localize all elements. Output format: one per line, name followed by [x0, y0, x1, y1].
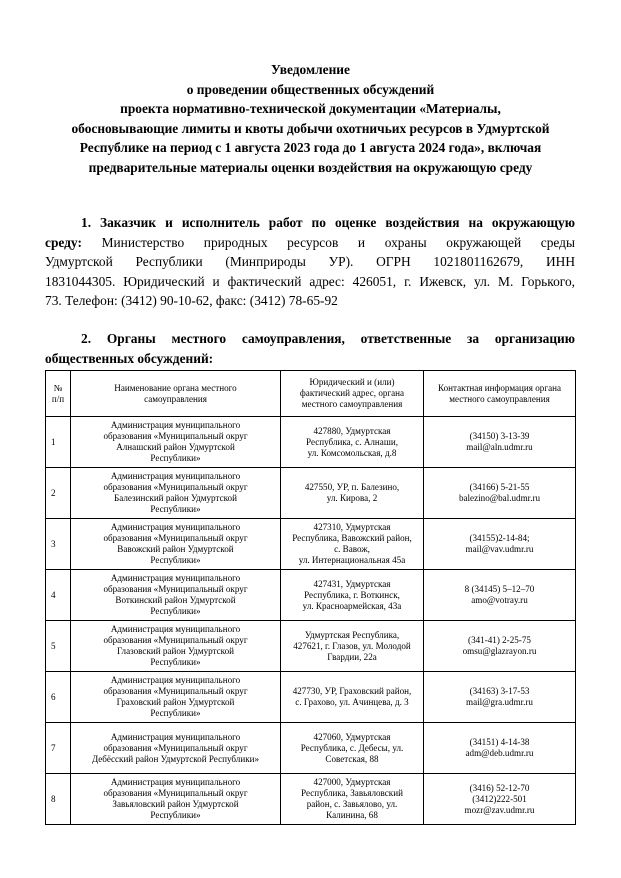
name-line: образования «Муниципальный округ [103, 584, 248, 594]
organs-table [45, 370, 576, 825]
row-number: 6 [46, 672, 71, 723]
name-line: Вавожский район Удмуртской [117, 544, 234, 554]
row-number: 8 [46, 774, 71, 825]
cell-contact [424, 417, 576, 468]
address-line: ул. Комсомольская, д.8 [307, 447, 397, 458]
address-line: ул. Интернациональная 45а [298, 555, 406, 565]
cell-address [281, 723, 424, 774]
header-text: самоуправления [144, 393, 207, 404]
cell-address [281, 519, 424, 570]
address-line: с. Грахово, ул. Ачинцева, д. 3 [295, 697, 409, 707]
name-line: Администрация муниципального [110, 624, 241, 634]
address-line: 427730, УР, Граховский район, [292, 686, 412, 696]
row-number: 3 [46, 519, 71, 570]
section-2-heading-cont: общественных обсуждений: [45, 350, 214, 366]
name-line: Администрация муниципального [110, 731, 241, 742]
title-line: предварительные материалы оценки воздействия на окружающую среду [88, 159, 533, 175]
title-line: Республике на период с 1 августа 2023 года до 1 августа 2024 года», включая [79, 140, 542, 155]
name-line: образования «Муниципальный округ [103, 635, 248, 645]
section-1-heading: 1. Заказчик и исполнитель работ по оценке воздействия на окружающую [81, 215, 575, 230]
name-line: образования «Муниципальный округ [103, 788, 248, 798]
address-line: 427060, Удмуртская [313, 731, 391, 742]
title-line: о проведении общественных обсуждений [186, 81, 435, 97]
cell-address [281, 621, 424, 672]
name-line: Дебёсский район Удмуртской Республики» [91, 753, 260, 764]
cell-address [281, 774, 424, 825]
header-text: п/п [51, 393, 65, 404]
table-header-row [46, 371, 576, 417]
table-row [46, 774, 576, 825]
address-line: Республика, с. Дебесы, ул. [300, 742, 404, 753]
section-1-line [45, 233, 575, 253]
contact-line: 8 (34145) 5–12–70 [464, 584, 535, 594]
name-line: Воткинский район Удмуртской [115, 595, 236, 605]
notice-title [40, 60, 581, 177]
contact-line: mozr@zav.udmr.ru [464, 804, 535, 815]
contact-line: (34151) 4-14-38 [469, 737, 530, 747]
section-1-line: Удмуртской Республики (Минприроды УР). ОГРН 1021801162679, ИНН [45, 254, 575, 269]
table-row [46, 417, 576, 468]
title-line: Уведомление [271, 62, 350, 77]
row-number: 7 [46, 723, 71, 774]
header-text: местного самоуправления [449, 393, 550, 404]
header-text: фактический адрес, органа [299, 388, 405, 398]
table-row [46, 519, 576, 570]
table-body [46, 417, 576, 825]
row-number: 2 [46, 468, 71, 519]
name-line: Администрация муниципального [110, 471, 241, 481]
address-line: с. Вавож, [334, 544, 370, 554]
contact-line: (3416) 52-12-70 [469, 782, 530, 793]
cell-contact [424, 468, 576, 519]
title-line: обосновывающие лимиты и квоты добычи охотничьих ресурсов в Удмуртской [71, 120, 550, 136]
address-line: 427000, Удмуртская [313, 777, 391, 787]
address-line: 427310, Удмуртская [313, 522, 391, 532]
name-line: Республики» [150, 555, 201, 565]
contact-line: (34163) 3-17-53 [469, 686, 530, 696]
name-line: Балезинский район Удмуртской [114, 493, 237, 503]
address-line: Республика, Завьяловский [301, 788, 403, 798]
name-line: Республики» [150, 504, 201, 514]
section-2-heading: 2. Органы местного самоуправления, ответственные за организацию [81, 331, 575, 346]
address-line: 427431, Удмуртская [313, 578, 391, 589]
cell-name [71, 417, 281, 468]
contact-line: balezino@bal.udmr.ru [458, 493, 541, 503]
name-line: Алнашский район Удмуртской [116, 442, 235, 452]
contact-line: (34155)2-14-84; [469, 533, 530, 543]
header-contact [424, 371, 576, 417]
header-text: Контактная информация органа [437, 382, 562, 393]
header-name [71, 371, 281, 417]
cell-contact [424, 519, 576, 570]
contact-line: (341-41) 2-25-75 [468, 635, 531, 645]
cell-address [281, 417, 424, 468]
cell-contact [424, 774, 576, 825]
cell-name [71, 468, 281, 519]
name-line: Администрация муниципального [110, 420, 241, 430]
name-line: образования «Муниципальный округ [103, 431, 248, 441]
address-line: 427880, Удмуртская [313, 425, 391, 436]
name-line: Завьяловский район Удмуртской [112, 799, 239, 809]
cell-name [71, 672, 281, 723]
cell-name [71, 774, 281, 825]
table-row [46, 621, 576, 672]
table-row [46, 468, 576, 519]
header-text: местного самоуправления [301, 399, 403, 409]
name-line: Граховский район Удмуртской [116, 697, 235, 707]
address-line: ул. Кирова, 2 [326, 493, 378, 503]
name-line: Республики» [150, 606, 201, 616]
cell-name [71, 621, 281, 672]
header-text: Наименование органа местного [114, 382, 237, 393]
cell-contact [424, 723, 576, 774]
cell-address [281, 672, 424, 723]
cell-contact [424, 570, 576, 621]
contact-line: omsu@glazrayon.ru [462, 646, 537, 656]
cell-address [281, 570, 424, 621]
address-line: район, с. Завьялово, ул. [306, 799, 398, 809]
contact-line: adm@deb.udmr.ru [465, 748, 534, 758]
name-line: Администрация муниципального [110, 675, 241, 685]
address-line: Республика, Вавожский район, [292, 533, 412, 543]
contact-line: mail@gra.udmr.ru [466, 697, 533, 707]
section-customer [45, 213, 575, 311]
cell-name [71, 570, 281, 621]
address-line: Калинина, 68 [326, 810, 378, 820]
table-row [46, 672, 576, 723]
row-number: 1 [46, 417, 71, 468]
contact-line: (3412)222-501 [472, 793, 527, 804]
cell-contact [424, 621, 576, 672]
section-organs-heading [45, 329, 575, 368]
contact-line: mail@aln.udmr.ru [466, 442, 533, 452]
name-line: образования «Муниципальный округ [103, 686, 248, 696]
header-num [46, 371, 71, 417]
address-line: Гвардии, 22а [327, 651, 377, 662]
address-line: Республика, с. Алнаши, [306, 436, 398, 447]
section-1-line: 1831044305. Юридический и фактический адрес: 426051, г. Ижевск, ул. М. Горького, [45, 273, 575, 289]
name-line: образования «Муниципальный округ [103, 482, 248, 492]
name-line: Республики» [150, 810, 201, 820]
name-line: Глазовский район Удмуртской [116, 646, 235, 656]
name-line: Республики» [150, 453, 201, 463]
header-text: Юридический и (или) [309, 377, 395, 387]
header-text: № [53, 382, 63, 393]
cell-address [281, 468, 424, 519]
name-line: Администрация муниципального [110, 522, 241, 532]
header-address [281, 371, 424, 417]
contact-line: amo@votray.ru [471, 595, 528, 605]
cell-contact [424, 672, 576, 723]
address-line: 427550, УР, п. Балезино, [304, 482, 400, 492]
row-number: 4 [46, 570, 71, 621]
title-line: проекта нормативно-технической документации «Материалы, [120, 101, 501, 116]
table-row [46, 723, 576, 774]
address-line: 427621, г. Глазов, ул. Молодой [293, 640, 411, 651]
address-line: ул. Красноармейская, 43а [302, 600, 402, 611]
name-line: Администрация муниципального [110, 573, 241, 583]
address-line: Советская, 88 [325, 753, 379, 764]
section-1-heading-cont: среду: [45, 234, 82, 250]
contact-line: (34166) 5-21-55 [469, 482, 530, 492]
cell-name [71, 519, 281, 570]
address-line: Удмуртская Республика, [304, 629, 400, 640]
table-row [46, 570, 576, 621]
row-number: 5 [46, 621, 71, 672]
contact-line: (34150) 3-13-39 [469, 431, 530, 441]
contact-line: mail@vav.udmr.ru [465, 544, 534, 554]
name-line: Республики» [150, 708, 201, 718]
section-1-text: Министерство природных ресурсов и охраны окружающей среды [101, 234, 575, 250]
name-line: Республики» [150, 657, 201, 667]
name-line: Администрация муниципального [110, 777, 241, 787]
name-line: образования «Муниципальный округ [103, 533, 248, 543]
name-line: образования «Муниципальный округ [103, 742, 248, 753]
section-1-line: 73. Телефон: (3412) 90-10-62, факс: (3412) 78-65-92 [45, 293, 338, 308]
cell-name [71, 723, 281, 774]
address-line: Республика, г. Воткинск, [304, 589, 400, 600]
